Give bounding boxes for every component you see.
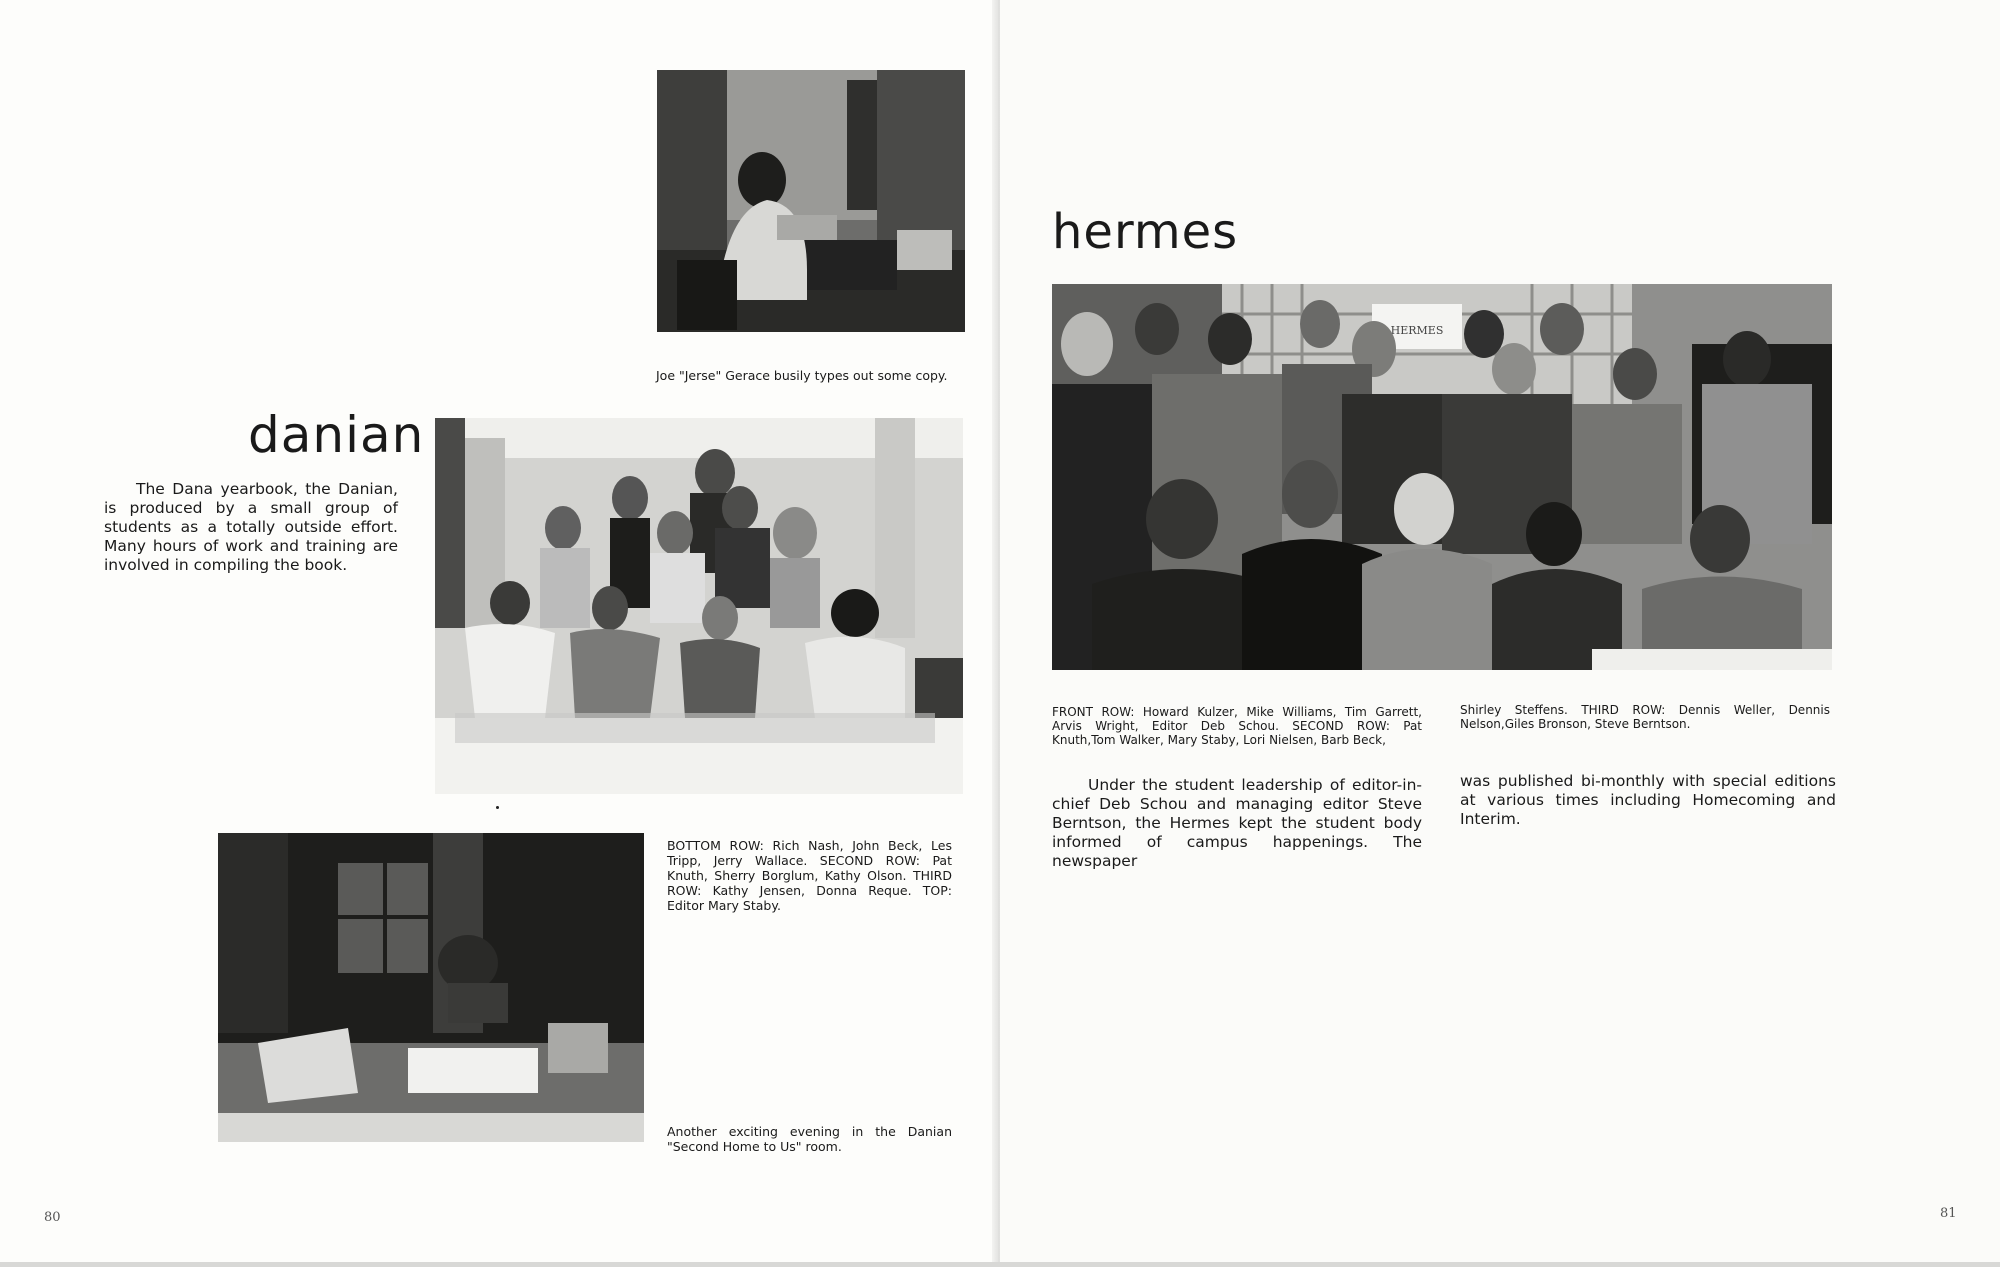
photo-typing: [657, 70, 965, 332]
right-page: [1000, 0, 2000, 1267]
page-title-hermes: hermes: [1052, 204, 1239, 260]
page-title-danian: danian: [248, 406, 425, 464]
hermes-body-col2: was published bi-monthly with special editions at various times including Homecoming and Interim.: [1460, 772, 1836, 828]
room-caption: Another exciting evening in the Danian "Second Home to Us" room.: [667, 1124, 952, 1154]
left-page: [0, 0, 995, 1267]
hermes-caption-col2: Shirley Steffens. THIRD ROW: Dennis Weller, Dennis Nelson,Giles Bronson, Steve Berntson.: [1460, 703, 1830, 731]
hermes-sign-text: HERMES: [1390, 324, 1444, 337]
intro-paragraph: The Dana yearbook, the Danian, is produced by a small group of students as a totally outside effort. Many hours of work and training are involved in compiling the book.: [104, 480, 398, 574]
page-number-left: 80: [44, 1210, 61, 1225]
photo-danian-room: [218, 833, 644, 1142]
photo-danian-staff: [435, 418, 963, 794]
photo-hermes-staff: [1052, 284, 1832, 670]
hermes-body-col1: Under the student leadership of editor-in-chief Deb Schou and managing editor Steve Berntson, the Hermes kept the student body informed of campus happenings. The newspaper: [1052, 776, 1422, 870]
photo-typing-caption: Joe "Jerse" Gerace busily types out some copy.: [656, 368, 948, 383]
staff-caption: BOTTOM ROW: Rich Nash, John Beck, Les Tripp, Jerry Wallace. SECOND ROW: Pat Knuth, Sherry Borglum, Kathy Olson. THIRD ROW: Kathy Jensen, Donna Reque. TOP: Editor Mary Staby.: [667, 838, 952, 913]
hermes-caption-col1: FRONT ROW: Howard Kulzer, Mike Williams, Tim Garrett, Arvis Wright, Editor Deb Schou. SECOND ROW: Pat Knuth,Tom Walker, Mary Staby, Lori Nielsen, Barb Beck,: [1052, 705, 1422, 747]
page-bottom-edge: [0, 1262, 2000, 1267]
stray-dot: [496, 806, 499, 809]
page-number-right: 81: [1940, 1206, 1957, 1221]
